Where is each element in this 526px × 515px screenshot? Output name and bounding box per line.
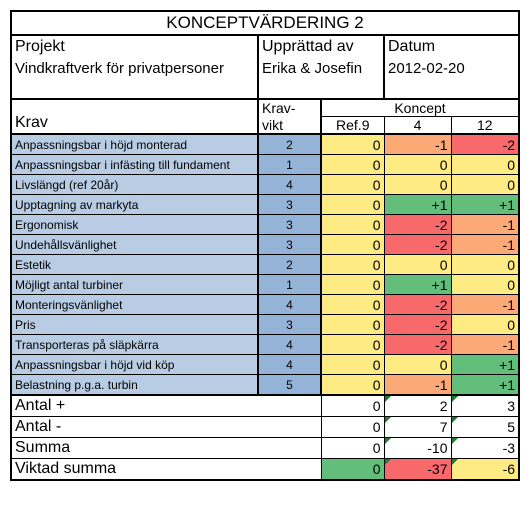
sheet-title: KONCEPTVÄRDERING 2 xyxy=(11,11,519,35)
concept-12-score: -1 xyxy=(451,335,519,355)
table-row xyxy=(11,134,519,155)
summary-label: Antal - xyxy=(11,417,258,438)
summary-row xyxy=(11,417,519,438)
projekt-value: Vindkraftverk för privatpersoner xyxy=(11,60,258,82)
concept-12-score: 0 xyxy=(451,315,519,335)
ref-score: 0 xyxy=(321,195,384,215)
table-row xyxy=(11,235,519,255)
kravvikt-header-line1: Krav- xyxy=(258,99,321,117)
table-row xyxy=(11,275,519,295)
requirement-label: Möjligt antal turbiner xyxy=(11,275,258,295)
table-row xyxy=(11,255,519,275)
summary-ref: 0 xyxy=(321,438,384,459)
summary-concept-12: 5 xyxy=(451,417,519,438)
projekt-label: Projekt xyxy=(11,35,258,60)
concept-12-score: -1 xyxy=(451,215,519,235)
concept-4-score: -2 xyxy=(384,295,451,315)
concept-12-header: 12 xyxy=(451,117,519,135)
summary-concept-12: -6 xyxy=(451,459,519,481)
concept-4-score: +1 xyxy=(384,275,451,295)
summary-weight-blank xyxy=(258,459,321,481)
table-row xyxy=(11,375,519,396)
requirement-label: Anpassningsbar i infästing till fundament xyxy=(11,155,258,175)
concept-evaluation-table xyxy=(10,10,520,481)
table-row xyxy=(11,335,519,355)
requirement-weight: 4 xyxy=(258,355,321,375)
requirement-label: Anpassningsbar i höjd monterad xyxy=(11,134,258,155)
table-row xyxy=(11,215,519,235)
requirement-label: Ergonomisk xyxy=(11,215,258,235)
ref-score: 0 xyxy=(321,295,384,315)
krav-column-header: Krav xyxy=(11,99,258,134)
summary-concept-4: 2 xyxy=(384,395,451,417)
requirement-label: Anpassningsbar i höjd vid köp xyxy=(11,355,258,375)
concept-12-score: 0 xyxy=(451,255,519,275)
concept-12-score: +1 xyxy=(451,355,519,375)
summary-weight-blank xyxy=(258,395,321,417)
concept-12-score: -1 xyxy=(451,295,519,315)
ref-score: 0 xyxy=(321,335,384,355)
ref-score: 0 xyxy=(321,315,384,335)
requirement-weight: 1 xyxy=(258,155,321,175)
table-row xyxy=(11,315,519,335)
concept-12-score: -2 xyxy=(451,134,519,155)
concept-4-score: -2 xyxy=(384,215,451,235)
requirements-body xyxy=(11,134,519,395)
table-row xyxy=(11,195,519,215)
requirement-weight: 2 xyxy=(258,134,321,155)
requirement-label: Pris xyxy=(11,315,258,335)
ref-score: 0 xyxy=(321,235,384,255)
summary-concept-4: -37 xyxy=(384,459,451,481)
summary-row xyxy=(11,438,519,459)
requirement-weight: 2 xyxy=(258,255,321,275)
ref-score: 0 xyxy=(321,134,384,155)
summary-label: Antal + xyxy=(11,395,258,417)
requirement-label: Transporteras på släpkärra xyxy=(11,335,258,355)
summary-weight-blank xyxy=(258,438,321,459)
summary-row xyxy=(11,395,519,417)
requirement-weight: 4 xyxy=(258,335,321,355)
evaluation-sheet xyxy=(10,10,518,481)
ref-score: 0 xyxy=(321,175,384,195)
requirement-label: Belastning p.g.a. turbin xyxy=(11,375,258,396)
summary-label: Viktad summa xyxy=(15,460,117,477)
table-row xyxy=(11,295,519,315)
summary-ref: 0 xyxy=(321,459,384,481)
requirement-label: Livslängd (ref 20år) xyxy=(11,175,258,195)
summary-concept-4: 7 xyxy=(384,417,451,438)
concept-4-score: 0 xyxy=(384,175,451,195)
summary-concept-12: -3 xyxy=(451,438,519,459)
ref-column-header: Ref.9 xyxy=(321,117,384,135)
summary-ref: 0 xyxy=(321,417,384,438)
requirement-weight: 1 xyxy=(258,275,321,295)
concept-12-score: 0 xyxy=(451,275,519,295)
concept-12-score: -1 xyxy=(451,235,519,255)
requirement-weight: 3 xyxy=(258,235,321,255)
ref-score: 0 xyxy=(321,215,384,235)
requirement-label: Monteringsvänlighet xyxy=(11,295,258,315)
requirement-weight: 4 xyxy=(258,295,321,315)
datum-value: 2012-02-20 xyxy=(388,60,465,77)
requirement-weight: 3 xyxy=(258,315,321,335)
requirement-label: Estetik xyxy=(11,255,258,275)
concept-4-score: -1 xyxy=(384,375,451,396)
kravvikt-header-line2: vikt xyxy=(258,117,321,135)
upprattat-value: Erika & Josefin xyxy=(258,60,384,82)
datum-label: Datum xyxy=(388,38,436,55)
concept-4-score: -2 xyxy=(384,235,451,255)
summary-weight-blank xyxy=(258,417,321,438)
concept-12-score: +1 xyxy=(451,195,519,215)
concept-4-score: 0 xyxy=(384,155,451,175)
concept-4-score: 0 xyxy=(384,355,451,375)
concept-4-header: 4 xyxy=(384,117,451,135)
concept-4-score: 0 xyxy=(384,255,451,275)
requirement-weight: 4 xyxy=(258,175,321,195)
ref-score: 0 xyxy=(321,155,384,175)
ref-score: 0 xyxy=(321,275,384,295)
ref-score: 0 xyxy=(321,255,384,275)
requirement-weight: 5 xyxy=(258,375,321,396)
table-row xyxy=(11,155,519,175)
concept-4-score: -1 xyxy=(384,134,451,155)
table-row xyxy=(11,355,519,375)
ref-score: 0 xyxy=(321,375,384,396)
requirement-label: Upptagning av markyta xyxy=(11,195,258,215)
concept-4-score: +1 xyxy=(384,195,451,215)
summary-row xyxy=(11,459,519,481)
summary-concept-4: -10 xyxy=(384,438,451,459)
requirement-label: Undehållsvänlighet xyxy=(11,235,258,255)
requirement-weight: 3 xyxy=(258,195,321,215)
requirement-weight: 3 xyxy=(258,215,321,235)
concept-4-score: -2 xyxy=(384,315,451,335)
concept-12-score: 0 xyxy=(451,155,519,175)
concept-12-score: 0 xyxy=(451,175,519,195)
upprattat-label: Upprättad av xyxy=(258,35,384,60)
summary-label: Summa xyxy=(11,438,258,459)
summary-body xyxy=(11,395,519,480)
concept-12-score: +1 xyxy=(451,375,519,396)
concept-4-score: -2 xyxy=(384,335,451,355)
summary-concept-12: 3 xyxy=(451,395,519,417)
koncept-header: Koncept xyxy=(321,99,519,117)
ref-score: 0 xyxy=(321,355,384,375)
table-row xyxy=(11,175,519,195)
summary-ref: 0 xyxy=(321,395,384,417)
